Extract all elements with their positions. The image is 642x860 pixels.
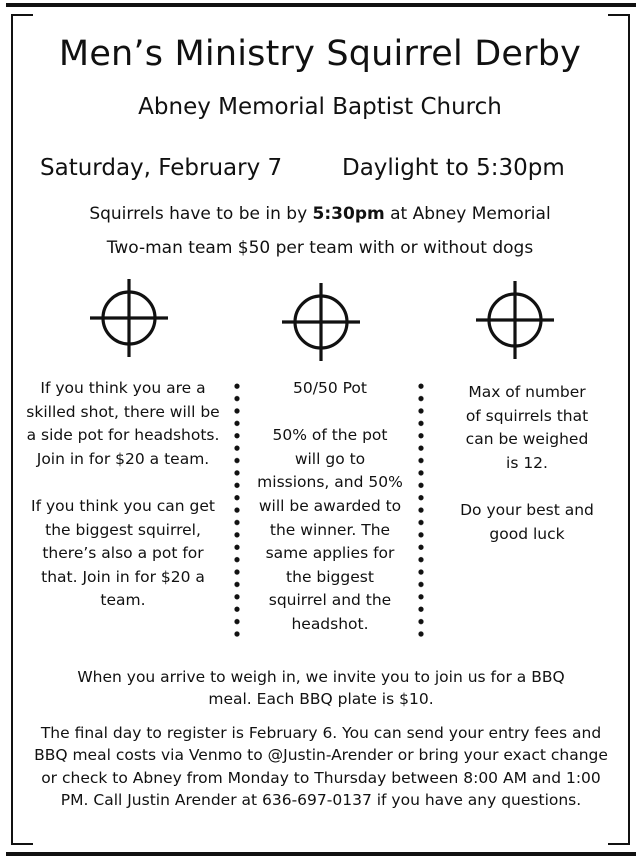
registration-line: PM. Call Justin Arender at 636-697-0137 if you have any questions. (60, 790, 582, 809)
frame-left-border (11, 14, 13, 844)
max-squirrels-line: of squirrels that (465, 406, 589, 425)
frame-right-border (628, 14, 630, 844)
side-pots-column (14, 377, 232, 613)
biggest-squirrel-line: If you think you can get (31, 496, 215, 515)
frame-top-border (6, 3, 636, 7)
pot-line: the winner. The (269, 520, 391, 539)
biggest-squirrel-line: that. Join in for $20 a (41, 567, 205, 586)
deadline-suffix: at Abney Memorial (384, 204, 551, 224)
flyer-title: Men’s Ministry Squirrel Derby (58, 34, 582, 74)
pot-line: will be awarded to (258, 496, 402, 515)
pot-line: 50% of the pot (272, 426, 388, 445)
pot-line: missions, and 50% (257, 473, 403, 492)
frame-corner (11, 14, 33, 16)
deadline-prefix: Squirrels have to be in by (89, 204, 313, 224)
check-in-deadline (20, 202, 620, 226)
crosshair-icon (87, 276, 171, 360)
headshot-line: a side pot for headshots. (26, 426, 220, 445)
pot-heading: 50/50 Pot (293, 379, 367, 397)
pot-line: will go to (294, 449, 366, 468)
pot-line: squirrel and the (268, 591, 392, 610)
event-date: Saturday, February 7 (40, 155, 283, 181)
pot-line: headshot. (291, 614, 369, 633)
frame-corner (608, 843, 630, 845)
bbq-invite (60, 666, 582, 710)
team-fee: Two-man team $50 per team with or without dogs (106, 238, 534, 258)
crosshair-icon (473, 278, 557, 362)
frame-corner (11, 843, 33, 845)
fifty-fifty-column (246, 377, 414, 637)
biggest-squirrel-line: there’s also a pot for (42, 544, 204, 563)
dotted-divider (234, 380, 240, 640)
dotted-divider (418, 380, 424, 640)
pot-line: the biggest (286, 567, 374, 586)
bbq-line: When you arrive to weigh in, we invite you to join us for a BBQ (77, 668, 565, 686)
registration-info (24, 722, 618, 811)
max-squirrels-line: is 12. (506, 453, 548, 472)
good-luck-line: good luck (489, 524, 565, 543)
headshot-line: If you think you are a (40, 379, 206, 397)
headshot-line: skilled shot, there will be (26, 402, 220, 421)
good-luck-line: Do your best and (460, 500, 594, 519)
max-squirrels-line: can be weighed (465, 430, 589, 449)
frame-bottom-border (6, 852, 636, 856)
registration-line: BBQ meal costs via Venmo to @Justin-Arender or bring your exact change (34, 746, 608, 765)
biggest-squirrel-line: team. (100, 591, 146, 610)
rules-column (432, 381, 622, 546)
crosshair-icon (279, 280, 363, 364)
bbq-line: meal. Each BBQ plate is $10. (208, 690, 434, 708)
headshot-line: Join in for $20 a team. (36, 449, 210, 468)
church-name: Abney Memorial Baptist Church (138, 94, 502, 120)
biggest-squirrel-line: the biggest squirrel, (45, 520, 201, 539)
pot-line: same applies for (265, 544, 395, 563)
deadline-time: 5:30pm (312, 204, 385, 224)
registration-line: The final day to register is February 6. You can send your entry fees and (40, 724, 602, 742)
registration-line: or check to Abney from Monday to Thursday between 8:00 AM and 1:00 (41, 768, 601, 787)
frame-corner (608, 14, 630, 16)
event-hours: Daylight to 5:30pm (342, 155, 565, 181)
max-squirrels-line: Max of number (468, 383, 586, 401)
